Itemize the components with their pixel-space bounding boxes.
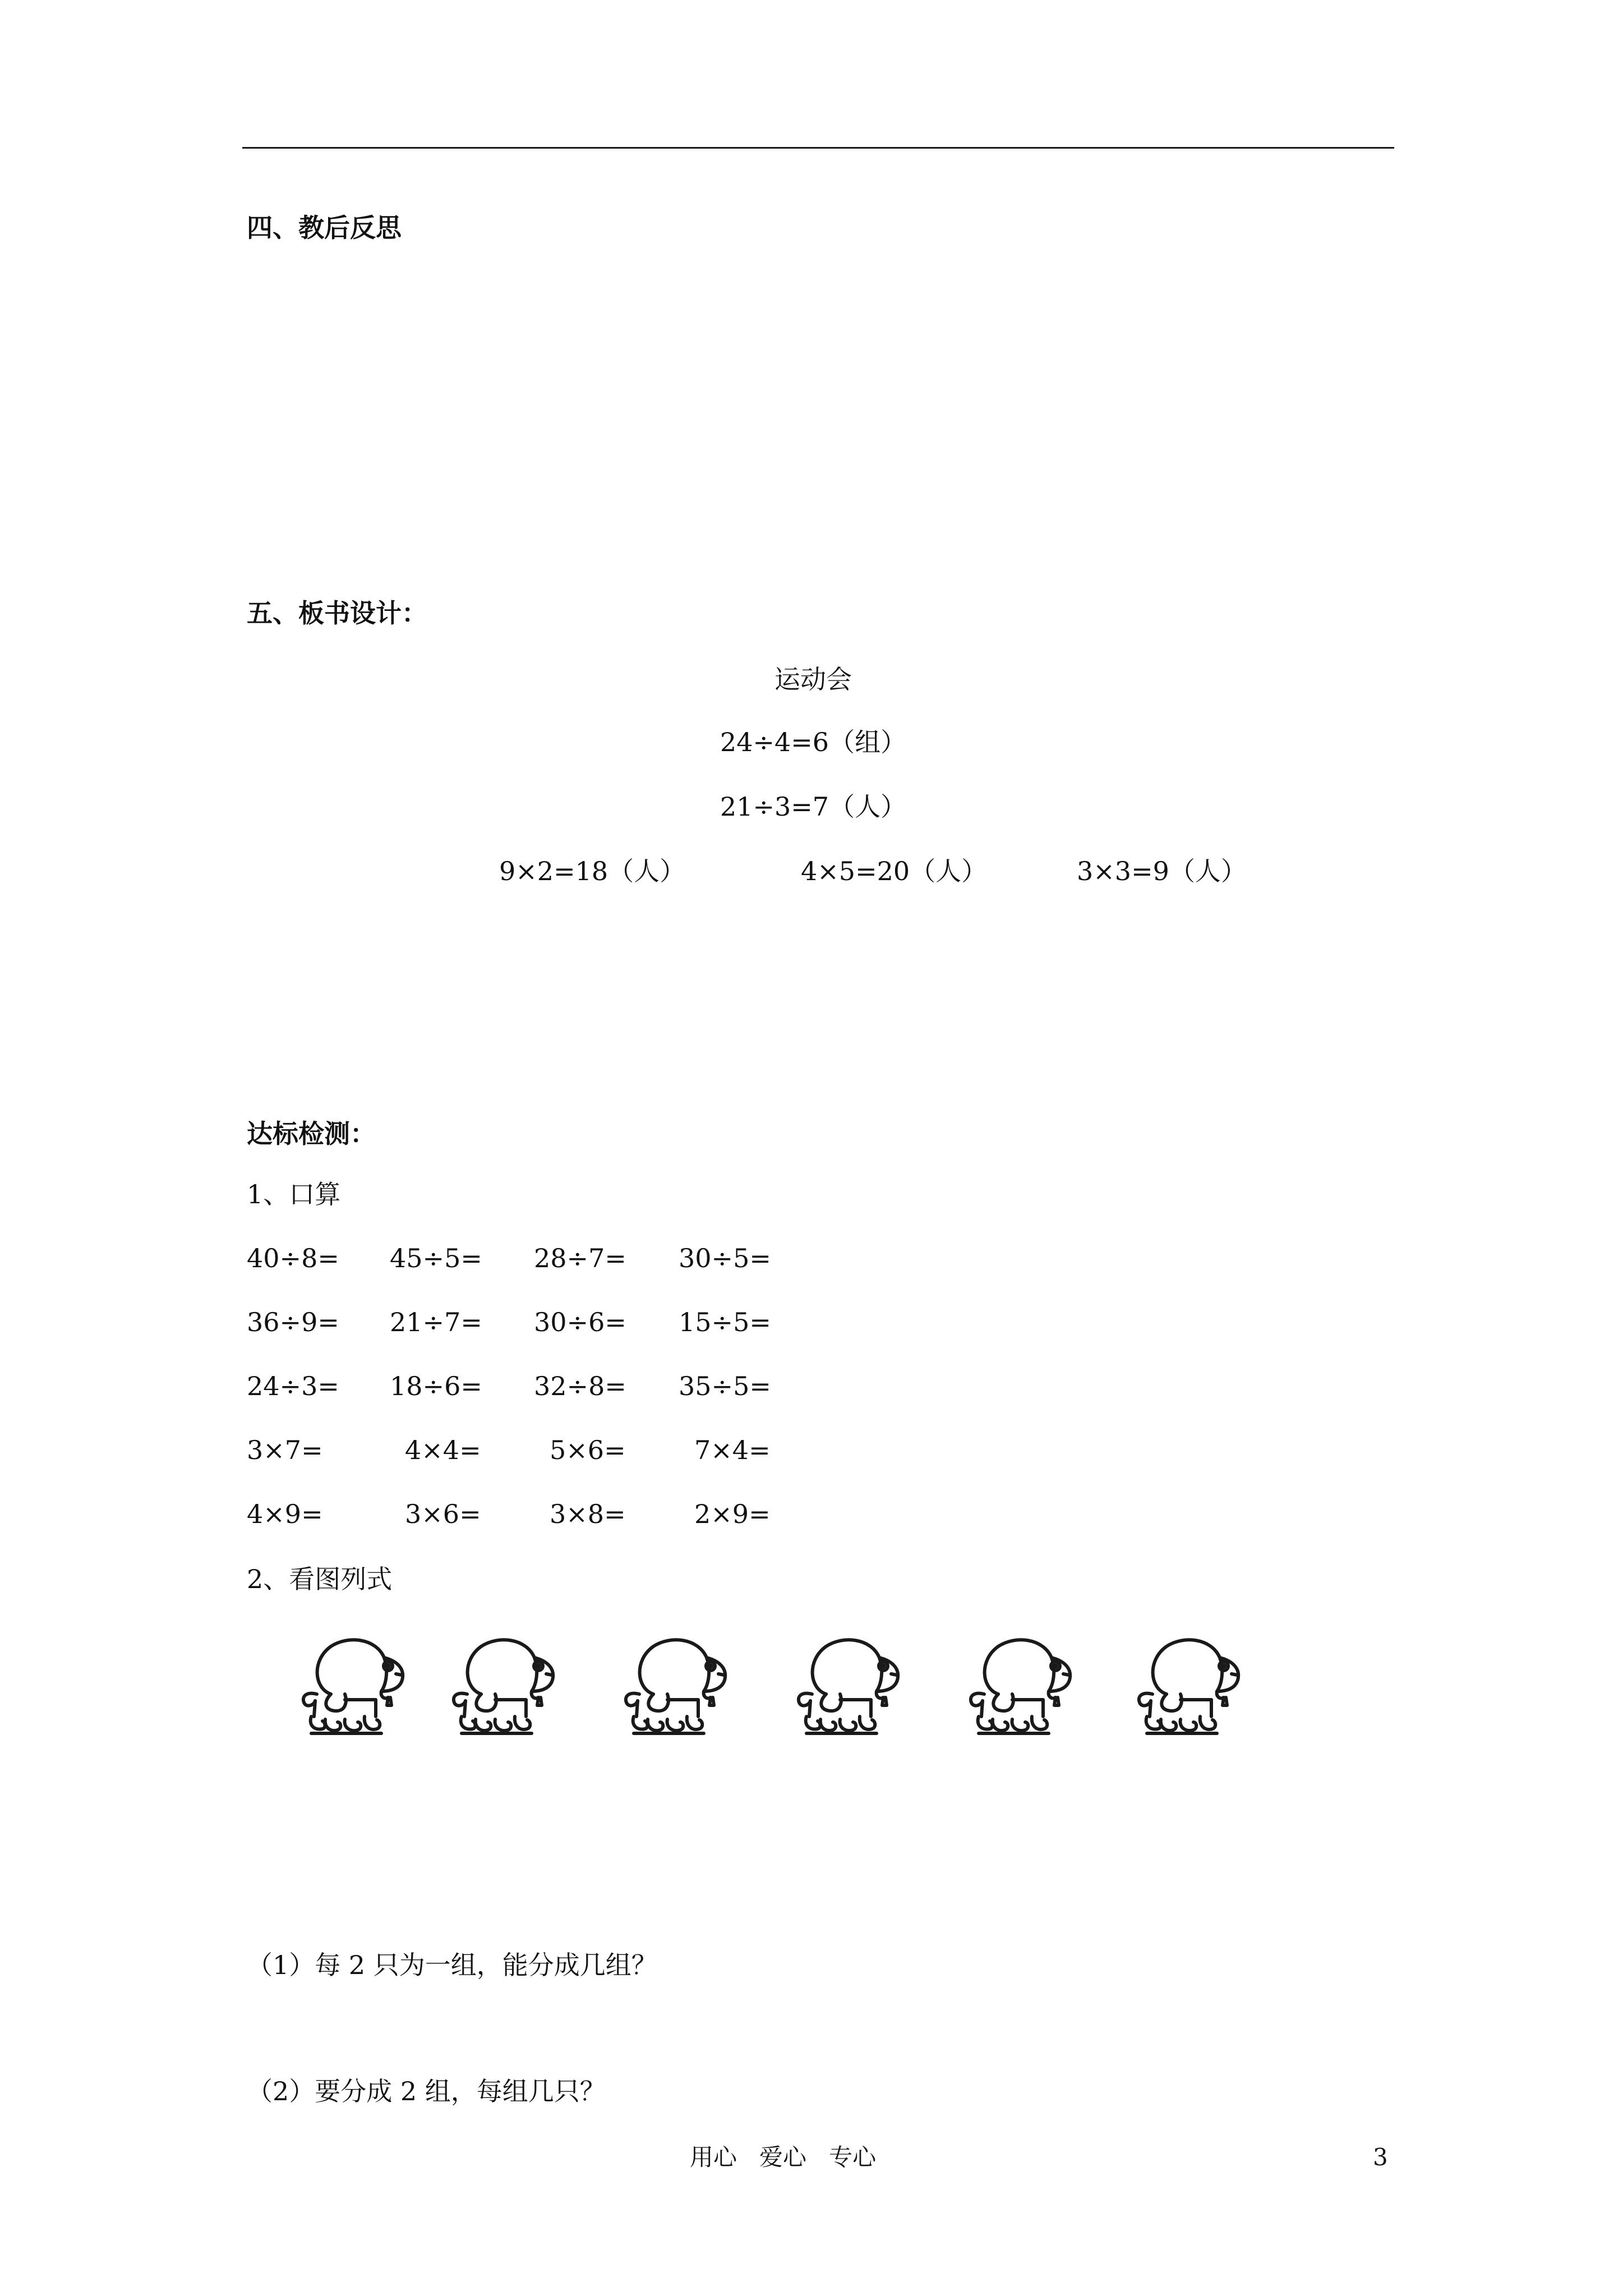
oral-item: 45÷5=: [390, 1243, 482, 1273]
oral-calc-title: 1、口算: [247, 1179, 341, 1209]
dog-icon: [442, 1627, 565, 1750]
oral-item: 36÷9=: [247, 1307, 339, 1337]
oral-item: 5×6=: [550, 1435, 626, 1465]
dog-icon: [959, 1627, 1082, 1750]
oral-item: 15÷5=: [679, 1307, 771, 1337]
oral-item: 35÷5=: [679, 1371, 771, 1401]
footer-motto: 用心 爱心 专心: [690, 2143, 877, 2171]
oral-item: 30÷6=: [534, 1307, 626, 1337]
oral-item: 32÷8=: [534, 1371, 626, 1401]
dog-icon: [1127, 1627, 1251, 1750]
question-2: （2）要分成 2 组，每组几只？: [247, 2076, 606, 2106]
oral-item: 28÷7=: [534, 1243, 626, 1273]
oral-item: 3×6=: [405, 1499, 481, 1529]
oral-item: 30÷5=: [679, 1243, 771, 1273]
oral-item: 7×4=: [694, 1435, 771, 1465]
oral-item: 24÷3=: [247, 1371, 339, 1401]
board-heading: 运动会: [774, 664, 852, 694]
reflection-title: 四、教后反思: [247, 213, 402, 243]
board-row-item: 4×5=20（人）: [801, 856, 988, 886]
oral-item: 2×9=: [694, 1499, 771, 1529]
oral-item: 4×9=: [247, 1499, 323, 1529]
oral-item: 3×8=: [550, 1499, 626, 1529]
board-row-item: 9×2=18（人）: [499, 856, 686, 886]
board-row-item: 3×3=9（人）: [1077, 856, 1247, 886]
oral-item: 21÷7=: [390, 1307, 482, 1337]
board-line-2: 21÷3=7（人）: [720, 792, 907, 822]
header-rule: [242, 147, 1394, 149]
oral-item: 3×7=: [247, 1435, 323, 1465]
board-design-title: 五、板书设计：: [247, 598, 427, 628]
dog-illustrations: [292, 1627, 1273, 1761]
oral-item: 40÷8=: [247, 1243, 339, 1273]
test-title: 达标检测：: [247, 1119, 376, 1149]
question-1: （1）每 2 只为一组，能分成几组？: [247, 1950, 657, 1980]
dog-icon: [292, 1627, 415, 1750]
board-line-1: 24÷4=6（组）: [720, 727, 907, 757]
oral-item: 4×4=: [405, 1435, 481, 1465]
dog-icon: [614, 1627, 737, 1750]
dog-icon: [787, 1627, 910, 1750]
oral-item: 18÷6=: [390, 1371, 482, 1401]
picture-equation-title: 2、看图列式: [247, 1564, 393, 1594]
page-number: 3: [1373, 2143, 1388, 2171]
